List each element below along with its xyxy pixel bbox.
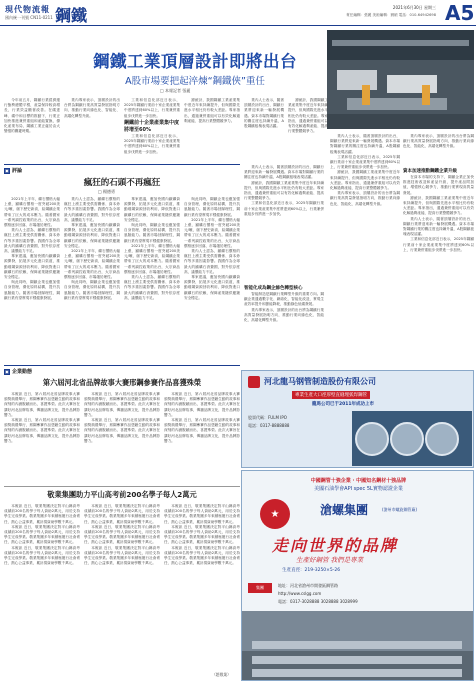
lead-byline: □ 本報記者 張麗 <box>160 88 191 93</box>
lead-headline: 鋼鐵工業頂層設計即將出台 <box>93 52 297 71</box>
story2-col2: 本報訊 近日，敬業集團決定對平山縣高考成績前200名的學子每人資助2萬元，用於支持學生完成學業。敬業集團多年來積極履行社會責任，熱心公益事業，累計捐資助學數千萬元。 本報訊 近日，敬業集團決定對平山縣高考成績前200名的學子每人資助2萬元，用於支持學生完成學業。敬業集團多年來積極履行社會責任，熱心公益事業，累計捐資助學數千萬元。 本報訊 近日，敬業集團決定對平山縣高考成績前200名的學子每人資助2萬元，用於支持學生完成學業。敬業集團多年來積極履行社會責任，熱心公益事業，累計捐資助學數千萬元。 <box>84 504 160 566</box>
ad2-motto2: 生產好鋼管 我們是專業 <box>296 556 364 564</box>
ad2-line2: 美國石油學會API spec 5L實物認證企業 <box>314 486 403 492</box>
lead-col7-subtitle: 智能化成為鋼企綠色轉型核心 <box>244 286 303 291</box>
story2-title: 敬業集團助力平山高考前200名學子每人2萬元 <box>47 490 197 499</box>
commentary-col2: 業內人士認為，鐵礦石價格的瘋狂上漲主要受供需關係、資本炒作等多重因素影響。我國作為全球最大的鐵礦石消費國，對外依存度高，議價能力不足。 專家建議，應加快國內鐵礦資源開發，拓展多元化進口渠道，推動廢鋼資源回收利用，降低對進口鐵礦石的依賴，保障產業鏈供應鏈安全穩定。 2021年上半年，礦石價格大幅上漲，鐵礦石價格一度突破200美元/噸，創下歷史新高，給鋼鐵企業帶來了巨大的成本壓力。隨著國家一系列調控政策的出台，大宗商品價格逐步回落，市場趨於理性。 與此同時，鋼鐵企業也應加強自身管理，優化原料結構，提升抗風險能力。隨著市場回歸理性，鋼鐵行業有望實現平穩健康發展。 <box>64 197 120 300</box>
paper-name: 現代物流報 <box>5 5 50 14</box>
lead-col7: 業內人士表示，隨著頂層設計的出台，鋼鐵行業將迎來新一輪發展機遇。資本市場對鋼鐵行業的關注度也持續升溫，A股鋼鐵板塊表現活躍。 工業和信息化部近日表示，2025年鋼鐵行業前十家企業產業集中度將達到60%以上，行業兼併重組步伐將進一步加快。 據統計，我國鋼鐵工業產業集中度近年來持續提升，但與國際先進水平相比仍有較大差距。專家指出，通過兼併重組可以有效化解過剩產能、提高行業整體競爭力。 業內專家表示，頂層設計的出台將為鋼鐵行業高質量發展指明方向，推動行業向綠色化、智能化、高端化轉型升級。 <box>330 134 400 206</box>
enterprise-rule <box>4 365 240 366</box>
lead-col6: 業內人士表示，隨著頂層設計的出台，鋼鐵行業將迎來新一輪發展機遇。資本市場對鋼鐵行業的關注度也持續升溫，A股鋼鐵板塊表現活躍。 據統計，我國鋼鐵工業產業集中度近年來持續提升，但與國際先進水平相比仍有較大差距。專家指出，通過兼併重組可以有效化解過剩產能、提高行業整體競爭力。 工業和信息化部近日表示，2025年鋼鐵行業前十家企業產業集中度將達到60%以上，行業兼併重組步伐將進一步加快。 智能化成為鋼企綠色轉型核心 智能制造是鋼鐵行業轉型升級的重要方向。鋼鐵企業通過數字化、網絡化、智能化改造，實現生產效率提升和節能降耗，推動綠色低碳發展。 業內專家表示，頂層設計的出台將為鋼鐵行業高質量發展指明方向，推動行業向綠色化、智能化、高端化轉型升級。 <box>244 165 324 323</box>
meta-line: 責任編輯：張麗 美術編輯：劉碩 電話：010-64942698 <box>346 13 436 17</box>
lead-col3: 工業和信息化部近日表示，2025年鋼鐵行業前十家企業產業集中度將達到60%以上，行業兼併重組步伐將進一步加快。 鋼鐵前十企業產業集中度將增至60% 工業和信息化部近日表示，2025年鋼鐵行業前十家企業產業集中度將達到60%以上，行業兼併重組步伐將進一步加快。 <box>124 98 180 154</box>
pipe-yard-illustration <box>242 611 474 681</box>
ad2-website: http://www.cslgg.com <box>278 591 322 596</box>
paper-sub: 國內統一刊號 CN11-0211 <box>5 15 53 20</box>
lead-subhead: A股市場要把起淬煉“鋼鐵俠”重任 <box>125 76 265 87</box>
story1-title: 第六屆河北省品牌故事大賽邢鋼參賽作品喜獲殊榮 <box>42 378 202 387</box>
lead-col4: 據統計，我國鋼鐵工業產業集中度近年來持續提升，但與國際先進水平相比仍有較大差距。專家指出，通過兼併重組可以有效化解過剩產能、提高行業整體競爭力。 <box>184 98 240 123</box>
commentary-col4: 與此同時，鋼鐵企業也應加強自身管理，優化原料結構，提升抗風險能力。隨著市場回歸理性，鋼鐵行業有望實現平穩健康發展。 2021年上半年，礦石價格大幅上漲，鐵礦石價格一度突破200美元/噸，創下歷史新高，給鋼鐵企業帶來了巨大的成本壓力。隨著國家一系列調控政策的出台，大宗商品價格逐步回落，市場趨於理性。 業內人士認為，鐵礦石價格的瘋狂上漲主要受供需關係、資本炒作等多重因素影響。我國作為全球最大的鐵礦石消費國，對外依存度高，議價能力不足。 專家建議，應加快國內鐵礦資源開發，拓展多元化進口渠道，推動廢鋼資源回收利用，降低對進口鐵礦石的依賴，保障產業鏈供應鏈安全穩定。 <box>184 197 240 300</box>
story2-col1: 本報訊 近日，敬業集團決定對平山縣高考成績前200名的學子每人資助2萬元，用於支持學生完成學業。敬業集團多年來積極履行社會責任，熱心公益事業，累計捐資助學數千萬元。 本報訊 近日，敬業集團決定對平山縣高考成績前200名的學子每人資助2萬元，用於支持學生完成學業。敬業集團多年來積極履行社會責任，熱心公益事業，累計捐資助學數千萬元。 本報訊 近日，敬業集團決定對平山縣高考成績前200名的學子每人資助2萬元，用於支持學生完成學業。敬業集團多年來積極履行社會責任，熱心公益事業，累計捐資助學數千萬元。 <box>4 504 80 566</box>
masthead <box>0 0 476 26</box>
lead-col5b: 據統計，我國鋼鐵工業產業集中度近年來持續提升，但與國際先進水平相比仍有較大差距。專家指出，通過兼併重組可以有效化解過剩產能、提高行業整體競爭力。 <box>288 98 328 134</box>
group-badge: 集團 <box>248 583 272 593</box>
lead-col8-subtitle: 資本加速推動鋼鐵企業升級 <box>403 169 457 174</box>
steel-factory-photo <box>327 30 474 129</box>
enterprise-tag: ▣ 企業動態 <box>5 369 33 375</box>
factory-illustration <box>327 30 474 129</box>
commentary-tag: ▣ 評論 <box>5 168 23 174</box>
lead-col3-subtitle: 鋼鐵前十企業產業集中度將增至60% <box>124 120 180 133</box>
commentary-col3: 專家建議，應加快國內鐵礦資源開發，拓展多元化進口渠道，推動廢鋼資源回收利用，降低對進口鐵礦石的依賴，保障產業鏈供應鏈安全穩定。 與此同時，鋼鐵企業也應加強自身管理，優化原料結構，提升抗風險能力。隨著市場回歸理性，鋼鐵行業有望實現平穩健康發展。 2021年上半年，礦石價格大幅上漲，鐵礦石價格一度突破200美元/噸，創下歷史新高，給鋼鐵企業帶來了巨大的成本壓力。隨著國家一系列調控政策的出台，大宗商品價格逐步回落，市場趨於理性。 業內人士認為，鐵礦石價格的瘋狂上漲主要受供需關係、資本炒作等多重因素影響。我國作為全球最大的鐵礦石消費國，對外依存度高，議價能力不足。 <box>124 197 180 300</box>
ad2-brand: 滄螺集團 <box>320 503 369 517</box>
tag-marker-icon: ▣ <box>5 369 9 374</box>
commentary-col1: 2021年上半年，礦石價格大幅上漲，鐵礦石價格一度突破200美元/噸，創下歷史新高，給鋼鐵企業帶來了巨大的成本壓力。隨著國家一系列調控政策的出台，大宗商品價格逐步回落，市場趨於理性。 業內人士認為，鐵礦石價格的瘋狂上漲主要受供需關係、資本炒作等多重因素影響。我國作為全球最大的鐵礦石消費國，對外依存度高，議價能力不足。 專家建議，應加快國內鐵礦資源開發，拓展多元化進口渠道，推動廢鋼資源回收利用，降低對進口鐵礦石的依賴，保障產業鏈供應鏈安全穩定。 與此同時，鋼鐵企業也應加強自身管理，優化原料結構，提升抗風險能力。隨著市場回歸理性，鋼鐵行業有望實現平穩健康發展。 <box>4 197 60 300</box>
lead-col8: 業內專家表示，頂層設計的出台將為鋼鐵行業高質量發展指明方向，推動行業向綠色化、智能化、高端化轉型升級。 資本加速推動鋼鐵企業升級 在資本市場的支持下，鋼鐵企業正加快推進技術改造和產品升級，提升產品附加值，增強核心競爭力，推動行業實現高質量發展。 據統計，我國鋼鐵工業產業集中度近年來持續提升，但與國際先進水平相比仍有較大差距。專家指出，通過兼併重組可以有效化解過剩產能、提高行業整體競爭力。 業內人士表示，隨著頂層設計的出台，鋼鐵行業將迎來新一輪發展機遇。資本市場對鋼鐵行業的關注度也持續升溫，A股鋼鐵板塊表現活躍。 工業和信息化部近日表示，2025年鋼鐵行業前十家企業產業集中度將達到60%以上，行業兼併重組步伐將進一步加快。 <box>403 134 474 252</box>
ad2-brand-sub: (滄州市螺旋鋼管廠) <box>382 507 418 512</box>
story2-col3: 本報訊 近日，敬業集團決定對平山縣高考成績前200名的學子每人資助2萬元，用於支持學生完成學業。敬業集團多年來積極履行社會責任，熱心公益事業，累計捐資助學數千萬元。 本報訊 近日，敬業集團決定對平山縣高考成績前200名的學子每人資助2萬元，用於支持學生完成學業。敬業集團多年來積極履行社會責任，熱心公益事業，累計捐資助學數千萬元。 本報訊 近日，敬業集團決定對平山縣高考成績前200名的學子每人資助2萬元，用於支持學生完成學業。敬業集團多年來積極履行社會責任，熱心公益事業，累計捐資助學數千萬元。 <box>164 504 240 566</box>
ad1-contact: 電話：0317-8888888 <box>248 423 290 428</box>
page-number: A5 <box>445 1 475 25</box>
commentary-title: 瘋狂的石頭不再瘋狂 <box>83 178 161 188</box>
ad2-address: 地址：河北省滄州市開發區鋼管路 <box>278 583 338 588</box>
ad2-line1: 中國鋼管十強企業 · 中國知名鋼材十強品牌 <box>310 478 407 484</box>
pipe-illustration <box>352 411 472 466</box>
ad1-company: 河北龍马钢管制造股份有限公司 <box>264 377 376 386</box>
longma-logo-icon <box>248 376 260 388</box>
tag-marker-icon: ▣ <box>5 168 9 173</box>
story1-col1: 本報訊 近日，第六屆河北省品牌故事大賽頒獎典禮舉行，邢鋼參賽作品憑藉生動的故事和深刻的內涵脫穎而出，喜獲殊榮。此次大賽旨在講好河北品牌故事，傳播品牌文化，提升品牌影響力。 本報訊 近日，第六屆河北省品牌故事大賽頒獎典禮舉行，邢鋼參賽作品憑藉生動的故事和深刻的內涵脫穎而出，喜獲殊榮。此次大賽旨在講好河北品牌故事，傳播品牌文化，提升品牌影響力。 <box>4 392 80 443</box>
lead-col2: 業內專家表示，頂層設計的出台將為鋼鐵行業高質量發展指明方向，推動行業向綠色化、智能化、高端化轉型升級。 <box>64 98 120 118</box>
story2-author: （趙敬業） <box>212 672 231 677</box>
story1-col3: 本報訊 近日，第六屆河北省品牌故事大賽頒獎典禮舉行，邢鋼參賽作品憑藉生動的故事和深刻的內涵脫穎而出，喜獲殊榮。此次大賽旨在講好河北品牌故事，傳播品牌文化，提升品牌影響力。 本報訊 近日，第六屆河北省品牌故事大賽頒獎典禮舉行，邢鋼參賽作品憑藉生動的故事和深刻的內涵脫穎而出，喜獲殊榮。此次大賽旨在講好河北品牌故事，傳播品牌文化，提升品牌影響力。 <box>164 392 240 443</box>
date-line: 2021年6月30日 星期三 <box>392 5 436 10</box>
story-divider <box>4 486 240 487</box>
commentary-rule <box>4 164 240 165</box>
section-name: 鋼鐵 <box>55 6 88 25</box>
commentary-byline: □ 楊德勇 <box>98 189 116 194</box>
ad1-stock: 股票代碼：FULM IPO <box>248 415 287 420</box>
ad1-slogan2: 龍馬公司已于2011年成功上市 <box>312 402 375 407</box>
ad2-specs: 生產直徑：219-3250×5-26 <box>282 568 341 573</box>
lead-col5a: 業內人士表示，隨著頂層設計的出台，鋼鐵行業將迎來新一輪發展機遇。資本市場對鋼鐵行業的關注度也持續升溫，A股鋼鐵板塊表現活躍。 <box>244 98 284 129</box>
ad2-motto: 走向世界的品牌 <box>272 536 399 555</box>
canglu-advertisement <box>241 470 474 681</box>
longma-advertisement <box>241 370 474 468</box>
ad2-phone: 電話：0317-3028888 3028888 3028999 <box>278 599 358 604</box>
lead-col1: 今年前五月，鋼鐵行業經濟運行態勢總體平穩，產量保持較高增長，行業效益顯著改善。在碳達峰、碳中和目標的推動下，行業正加快推進兼併重組和產能置換，優化產業布局，鋼鐵工業正處於由大變強的關鍵時期。 <box>4 98 60 134</box>
story1-col2: 本報訊 近日，第六屆河北省品牌故事大賽頒獎典禮舉行，邢鋼參賽作品憑藉生動的故事和深刻的內涵脫穎而出，喜獲殊榮。此次大賽旨在講好河北品牌故事，傳播品牌文化，提升品牌影響力。 本報訊 近日，第六屆河北省品牌故事大賽頒獎典禮舉行，邢鋼參賽作品憑藉生動的故事和深刻的內涵脫穎而出，喜獲殊榮。此次大賽旨在講好河北品牌故事，傳播品牌文化，提升品牌影響力。 <box>84 392 160 443</box>
canglu-logo-icon: ★ <box>260 499 290 529</box>
ad1-slogan1: 專業生產大口徑厚壁直縫埋弧焊鋼管 <box>292 391 370 399</box>
